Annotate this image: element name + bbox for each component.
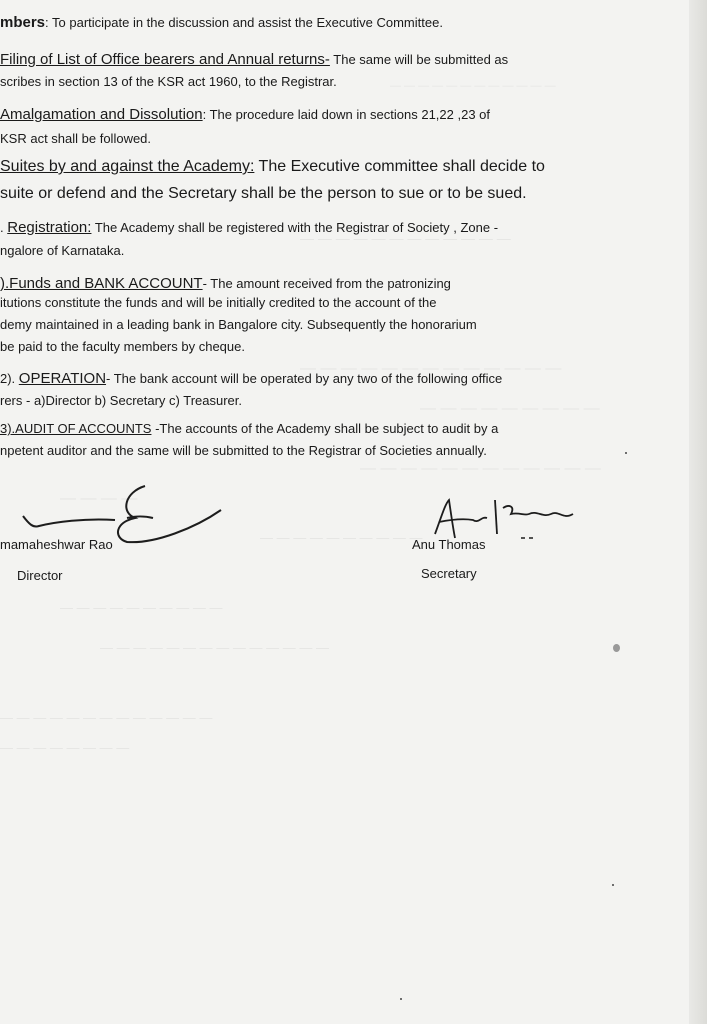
- registration-prefix: .: [0, 220, 8, 235]
- filing-text-line2: scribes in section 13 of the KSR act 1960, to the Registrar.: [0, 74, 337, 89]
- paper-speck: [400, 998, 402, 1000]
- amalgamation-clause: [0, 106, 490, 123]
- director-title: Director: [17, 568, 63, 583]
- amalgamation-heading: Amalgamation and Dissolution: [0, 106, 203, 123]
- registration-text: The Academy shall be registered with the Registrar of Society , Zone -: [91, 220, 499, 235]
- registration-text-line2: ngalore of Karnataka.: [0, 243, 125, 258]
- registration-clause: [0, 219, 498, 236]
- members-text: : To participate in the discussion and assist the Executive Committee.: [45, 15, 443, 30]
- registration-heading: Registration:: [7, 219, 92, 236]
- members-heading: mbers: [0, 14, 46, 31]
- operation-text: - The bank account will be operated by any two of the following office: [106, 371, 503, 386]
- secretary-name: Anu Thomas: [412, 537, 486, 552]
- operation-prefix: 2).: [0, 371, 19, 386]
- filing-heading: Filing of List of Office bearers and Annual returns-: [0, 51, 330, 68]
- suites-heading: Suites by and against the Academy:: [0, 158, 255, 175]
- amalgamation-text: : The procedure laid down in sections 21,22 ,23 of: [202, 107, 491, 122]
- amalgamation-text-line2: KSR act shall be followed.: [0, 131, 152, 146]
- suites-text-line2: suite or defend and the Secretary shall be the person to sue or to be sued.: [0, 185, 527, 202]
- funds-heading: ).Funds and BANK ACCOUNT: [0, 275, 203, 292]
- funds-text-line3: demy maintained in a leading bank in Bangalore city. Subsequently the honorarium: [0, 317, 477, 332]
- paper-speck: [625, 452, 627, 454]
- audit-text-line2: npetent auditor and the same will be submitted to the Registrar of Societies annually.: [0, 443, 487, 458]
- members-clause: [0, 14, 443, 31]
- filing-clause: [0, 51, 508, 68]
- director-name: mamaheshwar Rao: [0, 537, 113, 552]
- paper-speck: [612, 884, 614, 886]
- funds-clause: [0, 275, 451, 292]
- operation-clause: [0, 370, 502, 387]
- operation-heading: OPERATION: [18, 370, 107, 387]
- funds-text-line4: be paid to the faculty members by cheque.: [0, 339, 245, 354]
- paper-speck: [613, 644, 620, 652]
- secretary-title: Secretary: [421, 566, 477, 581]
- audit-heading: 3).AUDIT OF ACCOUNTS: [0, 421, 152, 436]
- funds-text-line2: itutions constitute the funds and will be initially credited to the account of the: [0, 295, 437, 310]
- filing-text: The same will be submitted as: [329, 52, 509, 67]
- operation-text-line2: rers - a)Director b) Secretary c) Treasurer.: [0, 393, 242, 408]
- suites-text: The Executive committee shall decide to: [254, 158, 545, 175]
- suites-clause: [0, 158, 545, 176]
- funds-text: - The amount received from the patronizing: [202, 276, 451, 291]
- audit-clause: [0, 421, 498, 436]
- audit-text: -The accounts of the Academy shall be subject to audit by a: [151, 421, 499, 436]
- paper-edge: [689, 0, 707, 1024]
